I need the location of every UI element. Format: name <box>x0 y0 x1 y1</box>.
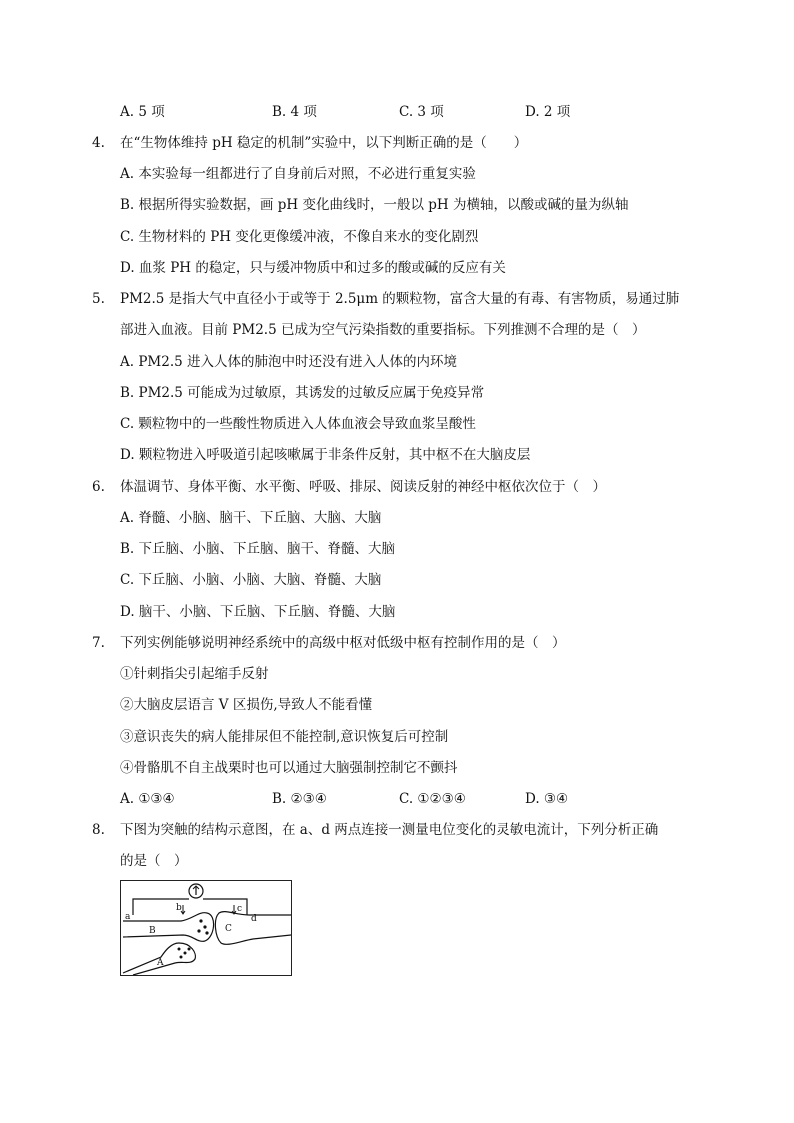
q5-option-a: A. PM2.5 进入人体的肺泡中时还没有进入人体的内环境 <box>120 354 457 370</box>
q3-option-b: B. 4 项 <box>272 104 317 120</box>
q7-item-4: ④骨骼肌不自主战栗时也可以通过大脑强制控制它不颤抖 <box>120 760 458 776</box>
q3-option-a: A. 5 项 <box>120 104 165 120</box>
q6-number: 6. <box>92 479 105 495</box>
q8-stem-line2: 的是（ ） <box>120 853 188 869</box>
q5-option-c: C. 颗粒物中的一些酸性物质进入人体血液会导致血浆呈酸性 <box>120 416 476 432</box>
q4-number: 4. <box>92 135 105 151</box>
label-d: d <box>251 914 257 924</box>
q5-option-b: B. PM2.5 可能成为过敏原，其诱发的过敏反应属于免疫异常 <box>120 385 485 401</box>
q8-stem-line1: 下图为突触的结构示意图，在 a、d 两点连接一测量电位变化的灵敏电流计，下列分析正确 <box>120 822 659 838</box>
synapse-diagram <box>120 880 292 976</box>
q4-option-a: A. 本实验每一组都进行了自身前后对照，不必进行重复实验 <box>120 166 476 182</box>
q8-number: 8. <box>92 822 105 838</box>
q6-stem: 体温调节、身体平衡、水平衡、呼吸、排尿、阅读反射的神经中枢依次位于（ ） <box>120 479 606 495</box>
label-b: b <box>176 903 182 913</box>
q7-option-c: C. ①②③④ <box>399 791 466 807</box>
q4-stem: 在“生物体维持 pH 稳定的机制”实验中，以下判断正确的是（ ） <box>120 135 528 151</box>
q5-stem-line2: 部进入血液。目前 PM2.5 已成为空气污染指数的重要指标。下列推测不合理的是（ ） <box>120 322 646 338</box>
q4-option-b: B. 根据所得实验数据，画 pH 变化曲线时，一般以 pH 为横轴，以酸或碱的量为纵轴 <box>120 197 629 213</box>
presynaptic-neuron-b <box>123 913 214 942</box>
q5-number: 5. <box>92 291 105 307</box>
q3-option-c: C. 3 项 <box>399 104 444 120</box>
q4-option-d: D. 血浆 PH 的稳定，只与缓冲物质中和过多的酸或碱的反应有关 <box>120 260 506 276</box>
q7-number: 7. <box>92 635 105 651</box>
label-B: B <box>149 926 156 936</box>
q4-option-c: C. 生物材料的 PH 变化更像缓冲液，不像自来水的变化剧烈 <box>120 229 479 245</box>
label-c: c <box>237 904 243 914</box>
synapse-drawing <box>121 881 291 975</box>
label-C: C <box>225 924 232 934</box>
q6-option-d: D. 脑干、小脑、下丘脑、下丘脑、脊髓、大脑 <box>120 604 396 620</box>
q7-item-2: ②大脑皮层语言 V 区损伤,导致人不能看懂 <box>120 697 373 713</box>
label-a: a <box>125 912 131 922</box>
q7-option-b: B. ②③④ <box>272 791 327 807</box>
q5-stem-line1: PM2.5 是指大气中直径小于或等于 2.5μm 的颗粒物，富含大量的有毒、有害物质，易通过肺 <box>120 291 680 307</box>
q7-stem: 下列实例能够说明神经系统中的高级中枢对低级中枢有控制作用的是（ ） <box>120 635 566 651</box>
q7-item-1: ①针刺指尖引起缩手反射 <box>120 666 269 682</box>
q7-item-3: ③意识丧失的病人能排尿但不能控制,意识恢复后可控制 <box>120 729 449 745</box>
label-A: A <box>157 958 164 968</box>
q6-option-a: A. 脊髓、小脑、脑干、下丘脑、大脑、大脑 <box>120 510 382 526</box>
q7-option-a: A. ①③④ <box>120 791 175 807</box>
q6-option-b: B. 下丘脑、小脑、下丘脑、脑干、脊髓、大脑 <box>120 541 396 557</box>
q6-option-c: C. 下丘脑、小脑、小脑、大脑、脊髓、大脑 <box>120 572 382 588</box>
q3-option-d: D. 2 项 <box>525 104 571 120</box>
q7-option-d: D. ③④ <box>525 791 569 807</box>
q5-option-d: D. 颗粒物进入呼吸道引起咳嗽属于非条件反射，其中枢不在大脑皮层 <box>120 447 531 463</box>
